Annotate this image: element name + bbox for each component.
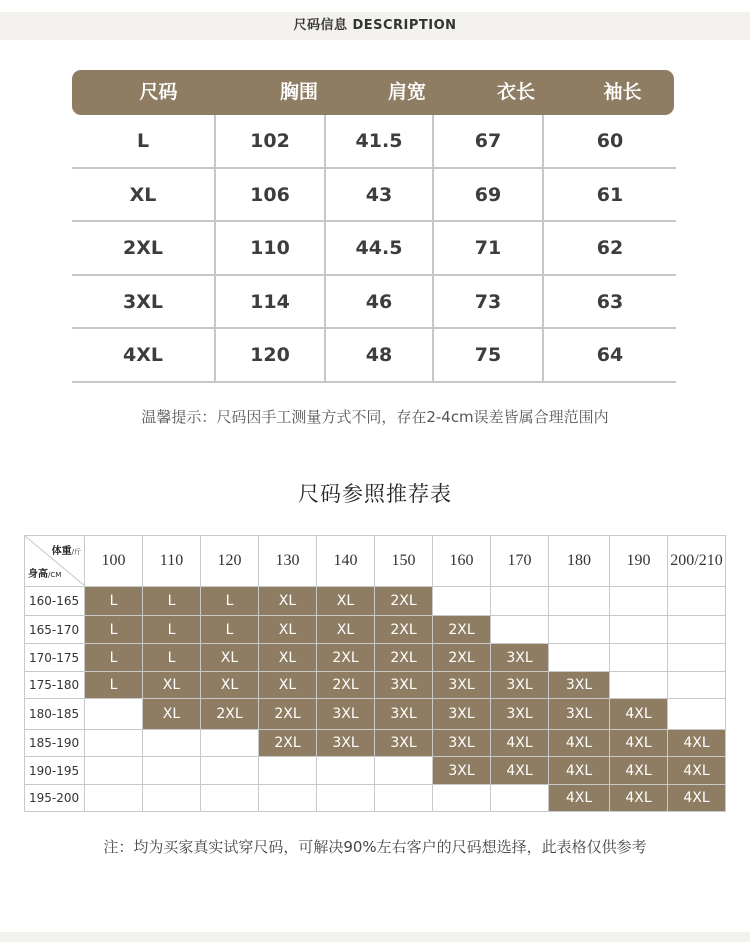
table-row	[72, 329, 676, 383]
recommended-size-cell: 4XL	[668, 757, 726, 785]
empty-cell	[375, 757, 433, 785]
empty-cell	[610, 587, 668, 616]
recommended-size-cell: 4XL	[610, 757, 668, 785]
size-cell: 43	[326, 169, 434, 221]
measurement-tip: 温馨提示：尺码因手工测量方式不同，存在2-4cm误差皆属合理范围内	[141, 408, 609, 426]
height-header: 195-200	[25, 785, 85, 812]
weight-header: 170	[491, 536, 549, 587]
recommended-size-cell: 2XL	[259, 730, 317, 757]
height-header: 185-190	[25, 730, 85, 757]
size-cell: 69	[434, 169, 544, 221]
table-row	[25, 672, 726, 699]
recommended-size-cell: 3XL	[375, 672, 433, 699]
weight-header: 190	[610, 536, 668, 587]
weight-header: 150	[375, 536, 433, 587]
recommended-size-cell: 2XL	[201, 699, 259, 730]
size-cell: L	[72, 115, 216, 167]
recommended-size-cell: 4XL	[549, 757, 610, 785]
recommended-size-cell: L	[85, 616, 143, 644]
corner-cell	[25, 536, 85, 587]
empty-cell	[85, 730, 143, 757]
recommended-size-cell: 4XL	[668, 785, 726, 812]
recommended-size-cell: L	[143, 644, 201, 672]
recommended-size-cell: L	[201, 587, 259, 616]
recommended-size-cell: 3XL	[317, 699, 375, 730]
empty-cell	[668, 672, 726, 699]
recommended-size-cell: 3XL	[375, 730, 433, 757]
size-cell: 120	[216, 329, 326, 381]
empty-cell	[610, 672, 668, 699]
size-cell: 102	[216, 115, 326, 167]
recommended-size-cell: 4XL	[549, 785, 610, 812]
recommended-size-cell: XL	[317, 616, 375, 644]
empty-cell	[85, 785, 143, 812]
recommended-size-cell: L	[85, 672, 143, 699]
recommended-size-cell: XL	[259, 644, 317, 672]
size-table-header	[72, 70, 674, 115]
size-cell: 67	[434, 115, 544, 167]
recommended-size-cell: XL	[317, 587, 375, 616]
empty-cell	[491, 785, 549, 812]
table-row	[25, 644, 726, 672]
recommended-size-cell: 3XL	[491, 644, 549, 672]
size-cell: 114	[216, 276, 326, 328]
weight-header: 180	[549, 536, 610, 587]
empty-cell	[375, 785, 433, 812]
size-cell: 73	[434, 276, 544, 328]
bottom-band	[0, 932, 750, 942]
recommended-size-cell: 4XL	[610, 785, 668, 812]
size-cell: 2XL	[72, 222, 216, 274]
size-header-cell: 胸围	[279, 81, 318, 103]
height-header: 170-175	[25, 644, 85, 672]
empty-cell	[201, 730, 259, 757]
recommended-size-cell: 2XL	[433, 644, 491, 672]
empty-cell	[668, 644, 726, 672]
table-row	[25, 616, 726, 644]
recommended-size-cell: 2XL	[433, 616, 491, 644]
weight-header: 160	[433, 536, 491, 587]
height-header: 180-185	[25, 699, 85, 730]
recommended-size-cell: 2XL	[375, 587, 433, 616]
recommended-size-cell: L	[85, 644, 143, 672]
weight-axis-label: 体重/斤	[51, 546, 81, 557]
recommended-size-cell: L	[85, 587, 143, 616]
recommended-size-cell: XL	[259, 672, 317, 699]
empty-cell	[201, 785, 259, 812]
size-cell: 110	[216, 222, 326, 274]
size-cell: 3XL	[72, 276, 216, 328]
empty-cell	[668, 587, 726, 616]
table-row	[25, 785, 726, 812]
recommended-size-cell: L	[143, 587, 201, 616]
reference-title: 尺码参照推荐表	[298, 482, 452, 506]
size-cell: 46	[326, 276, 434, 328]
empty-cell	[610, 644, 668, 672]
size-cell: 41.5	[326, 115, 434, 167]
table-row	[25, 699, 726, 730]
empty-cell	[201, 757, 259, 785]
table-row	[72, 169, 676, 223]
empty-cell	[259, 785, 317, 812]
empty-cell	[668, 699, 726, 730]
height-header: 190-195	[25, 757, 85, 785]
recommended-size-cell: XL	[201, 644, 259, 672]
size-cell: 64	[596, 344, 624, 366]
empty-cell	[317, 785, 375, 812]
recommended-size-cell: XL	[259, 616, 317, 644]
table-row	[25, 587, 726, 616]
empty-cell	[433, 785, 491, 812]
recommended-size-cell: 2XL	[375, 644, 433, 672]
recommended-size-cell: 4XL	[491, 730, 549, 757]
empty-cell	[668, 616, 726, 644]
empty-cell	[317, 757, 375, 785]
recommended-size-cell: XL	[201, 672, 259, 699]
weight-header: 110	[143, 536, 201, 587]
size-header-cell: 肩宽	[387, 81, 426, 103]
size-cell: 71	[434, 222, 544, 274]
recommended-size-cell: 3XL	[491, 699, 549, 730]
empty-cell	[491, 616, 549, 644]
recommended-size-cell: 3XL	[549, 699, 610, 730]
weight-header: 130	[259, 536, 317, 587]
recommended-size-cell: 4XL	[610, 730, 668, 757]
weight-header: 100	[85, 536, 143, 587]
size-cell: 61	[596, 183, 624, 206]
size-cell: 63	[596, 290, 624, 313]
size-cell: 44.5	[326, 222, 434, 274]
table-row	[72, 115, 676, 169]
empty-cell	[143, 757, 201, 785]
empty-cell	[143, 785, 201, 812]
recommended-size-cell: XL	[143, 672, 201, 699]
size-header-cell: 袖长	[603, 81, 642, 103]
height-header: 175-180	[25, 672, 85, 699]
weight-header: 120	[201, 536, 259, 587]
empty-cell	[491, 587, 549, 616]
empty-cell	[143, 730, 201, 757]
recommended-size-cell: 4XL	[491, 757, 549, 785]
size-cell: 106	[216, 169, 326, 221]
empty-cell	[549, 616, 610, 644]
height-header: 165-170	[25, 616, 85, 644]
recommended-size-cell: 3XL	[433, 757, 491, 785]
table-row	[72, 276, 676, 330]
recommended-size-cell: 2XL	[317, 672, 375, 699]
reference-header-row	[25, 536, 726, 587]
empty-cell	[259, 757, 317, 785]
height-header: 160-165	[25, 587, 85, 616]
size-reference-grid	[24, 535, 726, 812]
empty-cell	[549, 644, 610, 672]
footnote: 注：均为买家真实试穿尺码，可解决90%左右客户的尺码想选择，此表格仅供参考	[103, 838, 647, 856]
size-cell: 62	[596, 237, 624, 259]
recommended-size-cell: 3XL	[317, 730, 375, 757]
weight-header: 140	[317, 536, 375, 587]
size-header-cell: 衣长	[496, 81, 535, 103]
recommended-size-cell: 3XL	[375, 699, 433, 730]
size-header-cell: 尺码	[139, 81, 178, 103]
weight-header: 200/210	[668, 536, 726, 587]
size-cell: 60	[596, 130, 624, 152]
recommended-size-cell: 4XL	[610, 699, 668, 730]
empty-cell	[85, 757, 143, 785]
recommended-size-cell: 3XL	[549, 672, 610, 699]
recommended-size-cell: 2XL	[317, 644, 375, 672]
height-axis-label: 身高/CM	[28, 569, 62, 580]
recommended-size-cell: 3XL	[433, 672, 491, 699]
size-cell: 48	[326, 329, 434, 381]
recommended-size-cell: 4XL	[549, 730, 610, 757]
recommended-size-cell: 3XL	[433, 730, 491, 757]
table-row	[25, 757, 726, 785]
empty-cell	[549, 587, 610, 616]
size-table	[72, 115, 676, 383]
recommended-size-cell: 2XL	[259, 699, 317, 730]
recommended-size-cell: L	[143, 616, 201, 644]
empty-cell	[85, 699, 143, 730]
recommended-size-cell: XL	[259, 587, 317, 616]
recommended-size-cell: 4XL	[668, 730, 726, 757]
recommended-size-cell: XL	[143, 699, 201, 730]
section-title: 尺码信息 DESCRIPTION	[293, 18, 457, 33]
recommended-size-cell: 2XL	[375, 616, 433, 644]
size-cell: 4XL	[72, 329, 216, 381]
empty-cell	[610, 616, 668, 644]
recommended-size-cell: 3XL	[433, 699, 491, 730]
recommended-size-cell: L	[201, 616, 259, 644]
recommended-size-cell: 3XL	[491, 672, 549, 699]
table-row	[25, 730, 726, 757]
size-cell: XL	[72, 169, 216, 221]
table-row	[72, 222, 676, 276]
empty-cell	[433, 587, 491, 616]
size-cell: 75	[434, 329, 544, 381]
